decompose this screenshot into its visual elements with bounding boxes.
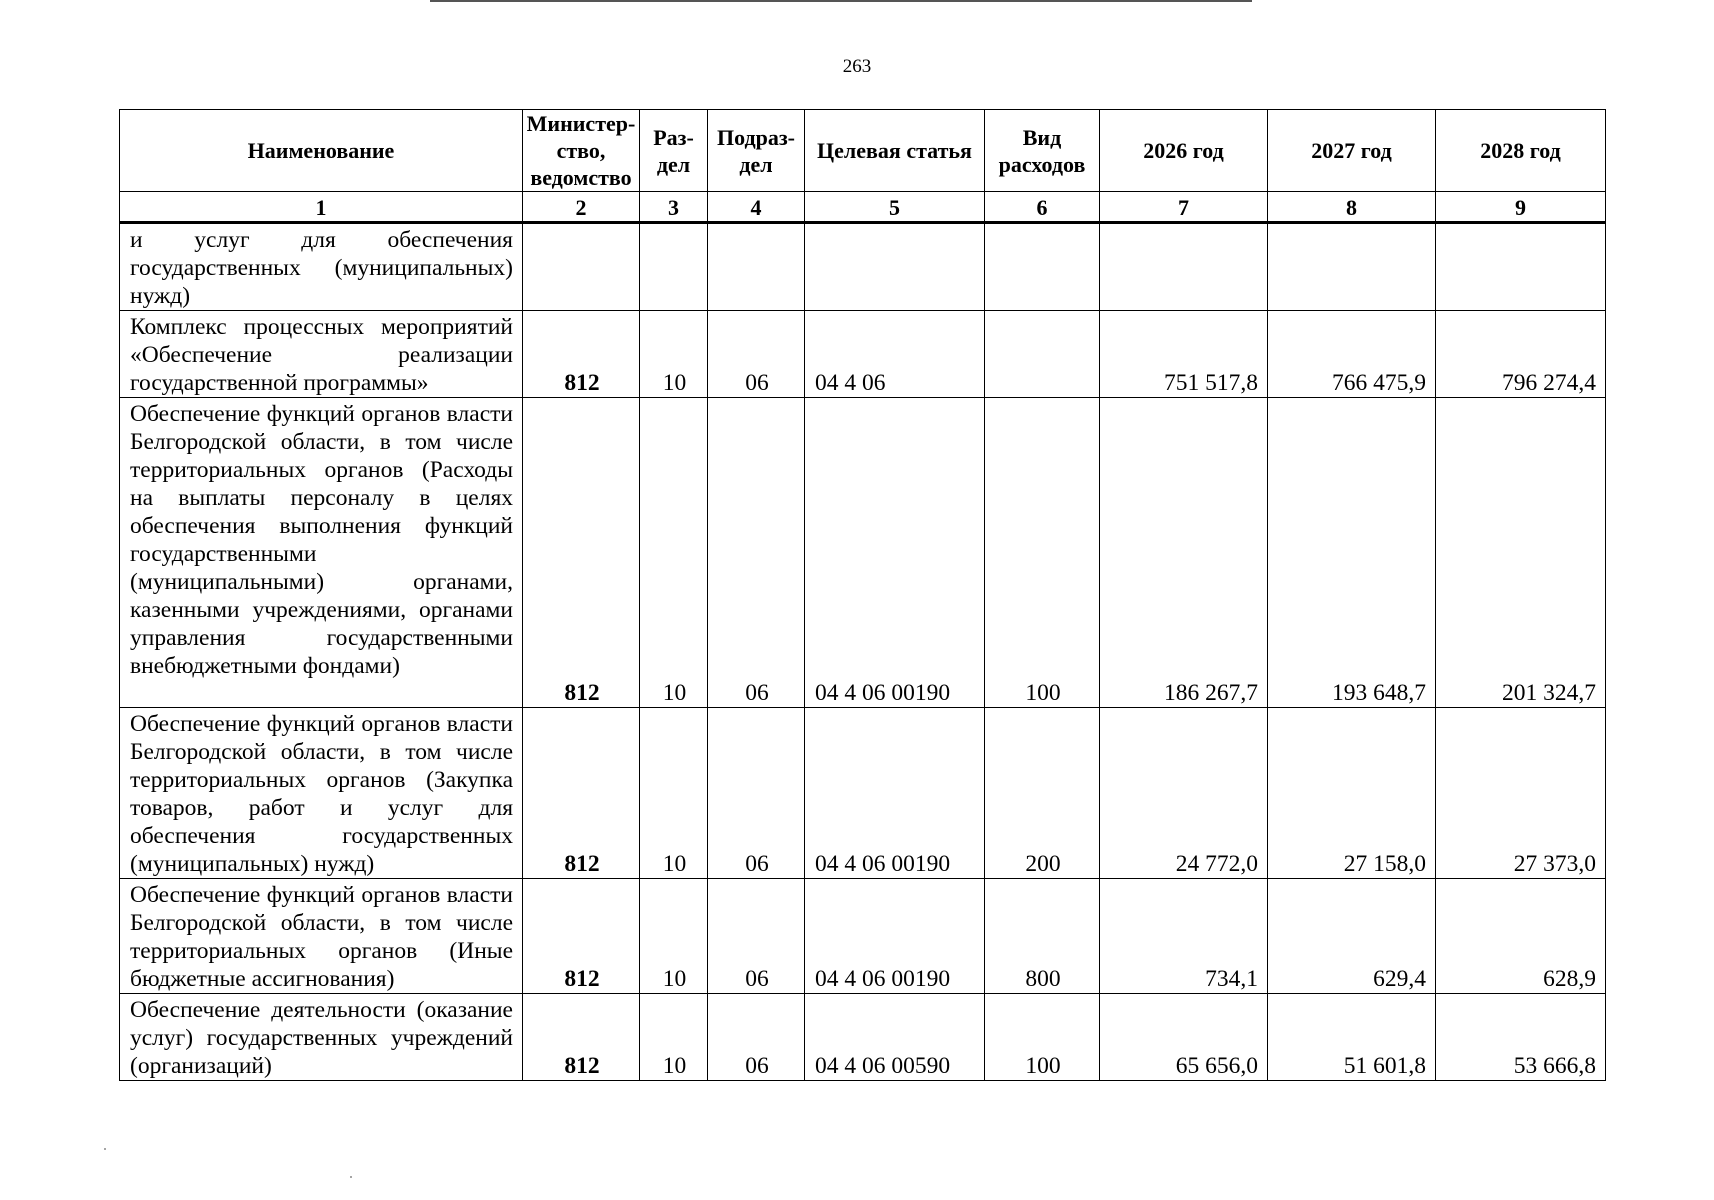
row-name: Обеспечение функций органов власти Белгородской области, в том числе территориальных органов (Иные бюджетные ассигнования) <box>120 879 523 994</box>
row-name: Обеспечение функций органов власти Белгородской области, в том числе территориальных органов (Расходы на выплаты персоналу в целях обеспечения выполнения функций государственными (муниципальными) органами, казенными учреждениями, органами управления государственными внебюджетными фондами) <box>120 398 523 708</box>
row-target-article: 04 4 06 00190 <box>805 708 985 879</box>
row-amount-2028: 628,9 <box>1436 879 1606 994</box>
table-row <box>120 311 1606 398</box>
column-number: 4 <box>708 192 805 223</box>
row-ministry: 812 <box>523 879 640 994</box>
row-ministry: 812 <box>523 311 640 398</box>
header-subsection: Подраз-дел <box>708 110 805 192</box>
header-expense-type: Вид расходов <box>985 110 1100 192</box>
table-row <box>120 994 1606 1081</box>
header-ministry: Министер-ство, ведомство <box>523 110 640 192</box>
row-amount-2028: 201 324,7 <box>1436 398 1606 708</box>
row-target-article: 04 4 06 00190 <box>805 879 985 994</box>
header-row <box>120 110 1606 192</box>
table-row <box>120 879 1606 994</box>
column-number: 8 <box>1268 192 1436 223</box>
row-target-article: 04 4 06 00590 <box>805 994 985 1081</box>
header-year-2028: 2028 год <box>1436 110 1606 192</box>
row-section: 10 <box>640 994 708 1081</box>
header-section: Раз-дел <box>640 110 708 192</box>
scan-speck <box>350 1176 352 1178</box>
row-ministry <box>523 223 640 311</box>
row-section <box>640 223 708 311</box>
row-expense-type: 800 <box>985 879 1100 994</box>
top-border-line <box>430 0 1252 2</box>
row-name: Обеспечение деятельности (оказание услуг) государственных учреждений (организаций) <box>120 994 523 1081</box>
column-number: 1 <box>120 192 523 223</box>
row-target-article: 04 4 06 <box>805 311 985 398</box>
scan-speck <box>104 1148 106 1150</box>
row-amount-2026: 751 517,8 <box>1100 311 1268 398</box>
table-row <box>120 708 1606 879</box>
row-amount-2026: 24 772,0 <box>1100 708 1268 879</box>
row-ministry: 812 <box>523 708 640 879</box>
row-section: 10 <box>640 398 708 708</box>
row-amount-2027: 51 601,8 <box>1268 994 1436 1081</box>
column-number: 2 <box>523 192 640 223</box>
column-number: 6 <box>985 192 1100 223</box>
column-number: 3 <box>640 192 708 223</box>
row-subsection: 06 <box>708 879 805 994</box>
header-year-2026: 2026 год <box>1100 110 1268 192</box>
row-ministry: 812 <box>523 398 640 708</box>
row-subsection <box>708 223 805 311</box>
row-expense-type: 100 <box>985 994 1100 1081</box>
row-expense-type <box>985 311 1100 398</box>
column-number: 7 <box>1100 192 1268 223</box>
row-amount-2027: 27 158,0 <box>1268 708 1436 879</box>
budget-table <box>119 109 1606 1081</box>
table-row <box>120 398 1606 708</box>
column-number-row <box>120 192 1606 223</box>
header-target-article: Целевая статья <box>805 110 985 192</box>
row-amount-2026: 186 267,7 <box>1100 398 1268 708</box>
row-ministry: 812 <box>523 994 640 1081</box>
row-section: 10 <box>640 708 708 879</box>
header-year-2027: 2027 год <box>1268 110 1436 192</box>
row-amount-2028: 796 274,4 <box>1436 311 1606 398</box>
row-amount-2027 <box>1268 223 1436 311</box>
row-name: Обеспечение функций органов власти Белгородской области, в том числе территориальных органов (Закупка товаров, работ и услуг для обеспечения государственных (муниципальных) нужд) <box>120 708 523 879</box>
column-number: 5 <box>805 192 985 223</box>
row-amount-2026 <box>1100 223 1268 311</box>
row-amount-2026: 734,1 <box>1100 879 1268 994</box>
row-amount-2027: 193 648,7 <box>1268 398 1436 708</box>
row-expense-type: 100 <box>985 398 1100 708</box>
row-section: 10 <box>640 311 708 398</box>
row-amount-2026: 65 656,0 <box>1100 994 1268 1081</box>
page-number: 263 <box>842 56 872 77</box>
row-amount-2027: 629,4 <box>1268 879 1436 994</box>
row-subsection: 06 <box>708 398 805 708</box>
header-name: Наименование <box>120 110 523 192</box>
row-subsection: 06 <box>708 311 805 398</box>
row-section: 10 <box>640 879 708 994</box>
row-subsection: 06 <box>708 994 805 1081</box>
row-target-article: 04 4 06 00190 <box>805 398 985 708</box>
row-amount-2027: 766 475,9 <box>1268 311 1436 398</box>
row-amount-2028: 53 666,8 <box>1436 994 1606 1081</box>
row-amount-2028 <box>1436 223 1606 311</box>
row-subsection: 06 <box>708 708 805 879</box>
row-amount-2028: 27 373,0 <box>1436 708 1606 879</box>
row-expense-type <box>985 223 1100 311</box>
column-number: 9 <box>1436 192 1606 223</box>
row-expense-type: 200 <box>985 708 1100 879</box>
row-name: Комплекс процессных мероприятий «Обеспечение реализации государственной программы» <box>120 311 523 398</box>
row-name: и услуг для обеспечения государственных (муниципальных) нужд) <box>120 223 523 311</box>
table-row <box>120 223 1606 311</box>
row-target-article <box>805 223 985 311</box>
